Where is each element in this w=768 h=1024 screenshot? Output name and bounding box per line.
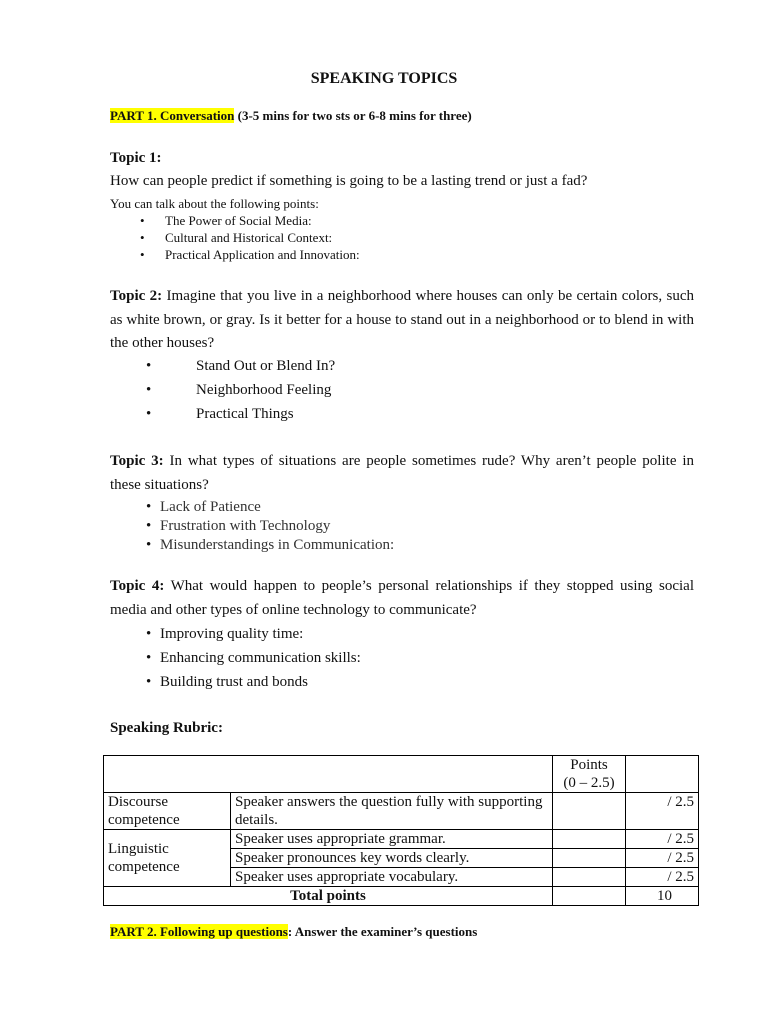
topic4-heading: Topic 4: — [110, 578, 165, 594]
bullet-icon: • — [146, 406, 152, 422]
part2-label: PART 2. Following up questions — [110, 924, 288, 939]
list-item: • Lack of Patience — [146, 499, 261, 515]
list-item: • Cultural and Historical Context: — [140, 230, 333, 245]
rubric-criterion: Speaker answers the question fully with supporting details. — [231, 793, 553, 830]
rubric-table — [103, 755, 699, 906]
bullet-icon: • — [146, 382, 152, 398]
list-item: • Improving quality time: — [110, 622, 361, 646]
list-item: • Enhancing communication skills: — [110, 646, 361, 670]
table-header-row — [104, 756, 699, 793]
points-header: Points (0 – 2.5) — [553, 756, 626, 793]
part1-label: PART 1. Conversation — [110, 108, 235, 123]
part2-note: : Answer the examiner’s questions — [287, 924, 478, 939]
bullet-icon: • — [146, 537, 152, 553]
list-item: • Misunderstandings in Communication: — [146, 537, 395, 553]
document-page: SPEAKING TOPICS PART 1. Conversation (3-5 mins for two sts or 6-8 mins for three) Topic 1: How can people predict if something is going to be a lasting trend or just a fad? You can talk about the following points: • The Power of Social Media: • Cultural and Historical Context: • Practical Application and Innovation: Topic 2: Imagine that you live in a neighborhood where houses can only be certain colors, such as white brown, or gray. Is it better for a house to stand out in a neighborhood or to blend in with the other houses? • Stand Out or Blend In? • Neighborhood Feeling • Practical Things Topic 3: In what types of situations are people sometimes rude? Why aren’t people polite in these situations? • Lack of Patience • Frustration with Technology • Misunderstandings in Communication: Topic 4: What would happen to people’s personal relationships if they stopped using social media and other types of online technology to communicate? • Improving quality time: • Enhancing communication skills: • Building trust and bonds Speaking Rubric: Points (0 – 2.5) Discourse competence Speaker answers the question fully with supporting details. / 2.5 Linguistic competence Speaker uses appropriate grammar. / 2.5 Speaker pronounces key words clearly. / 2.5 Speaker uses appropriate vocabulary. / 2.5 Total points 10 PART 2. Following up questions: Answer the examiner’s questions — [0, 0, 768, 1024]
total-label: Total points — [104, 887, 553, 906]
part2-heading — [110, 924, 477, 940]
table-row — [104, 830, 699, 849]
topic4-paragraph — [110, 575, 694, 622]
rubric-score: / 2.5 — [626, 849, 699, 868]
rubric-criterion: Speaker uses appropriate vocabulary. — [231, 868, 553, 887]
bullet-icon: • — [146, 674, 152, 690]
rubric-category: Linguistic competence — [104, 830, 231, 887]
list-item: • Practical Application and Innovation: — [140, 247, 360, 262]
rubric-criterion: Speaker pronounces key words clearly. — [231, 849, 553, 868]
bullet-icon: • — [146, 358, 152, 374]
list-item: • The Power of Social Media: — [140, 213, 312, 228]
topic1-points — [110, 212, 360, 263]
topic1-heading: Topic 1: — [110, 150, 162, 166]
list-item: • Building trust and bonds — [110, 670, 361, 694]
page-title: SPEAKING TOPICS — [310, 70, 458, 87]
rubric-score: / 2.5 — [626, 868, 699, 887]
bullet-icon: • — [146, 650, 152, 666]
rubric-score: / 2.5 — [626, 793, 699, 830]
bullet-icon: • — [140, 247, 145, 262]
bullet-icon: • — [146, 499, 152, 515]
part1-heading — [110, 108, 472, 124]
topic4-question: What would happen to people’s personal relationships if they stopped using social media and other types of online technology to communicate? — [110, 578, 694, 618]
list-item: • Frustration with Technology — [146, 518, 331, 534]
topic2-question: Imagine that you live in a neighborhood where houses can only be certain colors, such as white brown, or gray. Is it better for a house to stand out in a neighborhood or to blend in with the other houses? — [110, 288, 694, 351]
topic2-heading: Topic 2: — [110, 288, 163, 304]
bullet-icon: • — [146, 626, 152, 642]
topic3-points — [110, 498, 394, 555]
bullet-icon: • — [146, 518, 152, 534]
bullet-icon: • — [140, 230, 145, 245]
rubric-criterion: Speaker uses appropriate grammar. — [231, 830, 553, 849]
topic1-question: How can people predict if something is going to be a lasting trend or just a fad? — [110, 173, 588, 189]
rubric-heading: Speaking Rubric: — [110, 720, 223, 736]
rubric-score: / 2.5 — [626, 830, 699, 849]
table-row — [104, 793, 699, 830]
total-value: 10 — [626, 887, 699, 906]
topic3-question: In what types of situations are people sometimes rude? Why aren’t people polite in these situations? — [110, 453, 694, 493]
bullet-icon: • — [140, 213, 145, 228]
topic2-paragraph — [110, 285, 694, 356]
topic3-paragraph — [110, 450, 694, 497]
table-total-row — [104, 887, 699, 906]
topic1-prompt: You can talk about the following points: — [110, 196, 319, 211]
rubric-category: Discourse competence — [104, 793, 231, 830]
topic4-points — [110, 622, 361, 694]
topic3-heading: Topic 3: — [110, 453, 164, 469]
part1-note: (3-5 mins for two sts or 6-8 mins for three) — [234, 108, 472, 123]
